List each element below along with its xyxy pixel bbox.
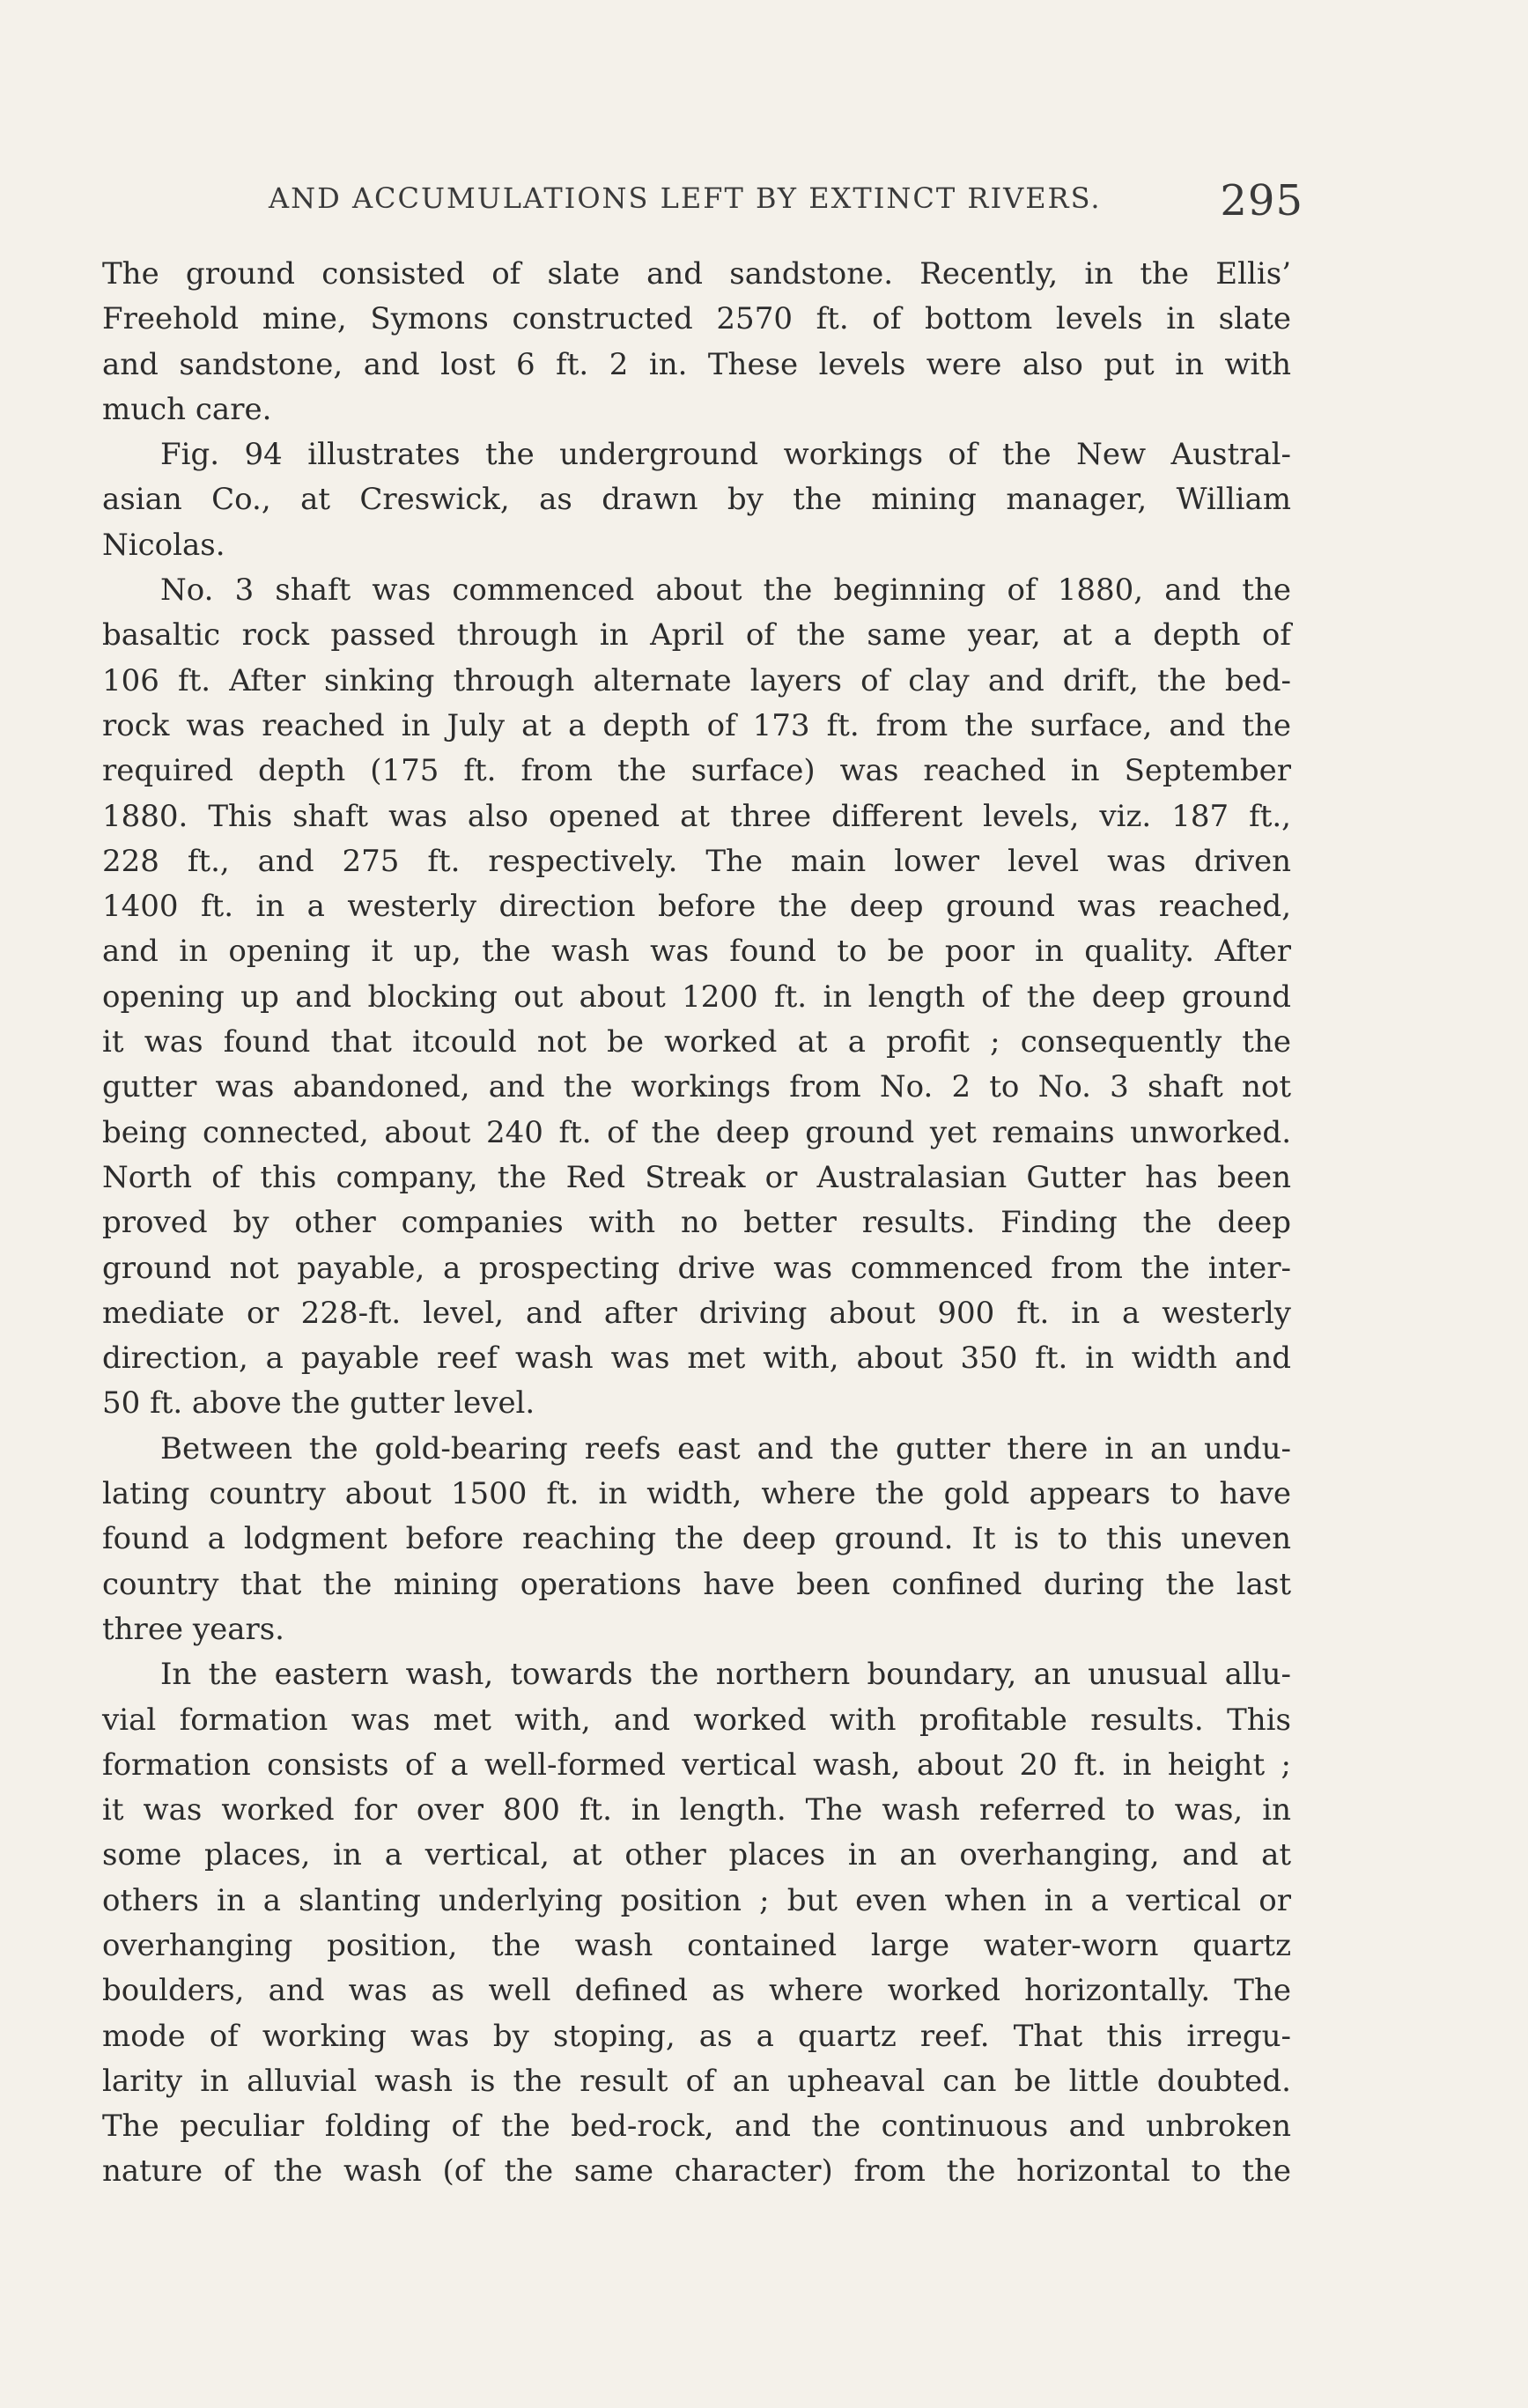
page-number: 295 [1220, 176, 1303, 225]
text-line: larity in alluvial wash is the result of an upheaval can be little doubted. [102, 2063, 1291, 2099]
text-line: country that the mining operations have been confined during the last [102, 1566, 1291, 1602]
text-line: formation consists of a well-formed vertical wash, about 20 ft. in height ; [102, 1747, 1291, 1783]
text-line: The peculiar folding of the bed-rock, and the continuous and unbroken [102, 2109, 1291, 2145]
paragraph-gold-bearing-reefs [102, 1427, 1291, 1652]
text-line: asian Co., at Creswick, as drawn by the mining manager, William [102, 482, 1291, 518]
text-line: 1880. This shaft was also opened at three different levels, viz. 187 ft., [102, 798, 1291, 834]
paragraph-fig-94 [102, 432, 1291, 568]
text-line: proved by other companies with no better results. Finding the deep [102, 1205, 1291, 1241]
text-line: overhanging position, the wash contained large water-worn quartz [102, 1927, 1291, 1963]
text-line: ground not payable, a prospecting drive was commenced from the inter- [102, 1250, 1291, 1286]
text-line: nature of the wash (of the same character) from the horizontal to the [102, 2153, 1291, 2190]
text-line: others in a slanting underlying position ; but even when in a vertical or [102, 1882, 1291, 1918]
text-line: opening up and blocking out about 1200 ft. in length of the deep ground [102, 979, 1291, 1015]
text-line: North of this company, the Red Streak or Australasian Gutter has been [102, 1159, 1291, 1195]
text-line: and in opening it up, the wash was found to be poor in quality. After [102, 934, 1291, 970]
body-text [102, 252, 1291, 2195]
text-line: gutter was abandoned, and the workings from No. 2 to No. 3 shaft not [102, 1069, 1291, 1105]
running-header [269, 176, 1303, 229]
text-line: Fig. 94 illustrates the underground workings of the New Austral- [160, 437, 1291, 473]
text-line: direction, a payable reef wash was met with, about 350 ft. in width and [102, 1341, 1291, 1377]
text-line: it was worked for over 800 ft. in length. The wash referred to was, in [102, 1792, 1291, 1828]
text-line: much care. [102, 391, 272, 427]
text-line: No. 3 shaft was commenced about the beginning of 1880, and the [160, 572, 1291, 609]
text-line: three years. [102, 1611, 284, 1647]
text-line: In the eastern wash, towards the northern boundary, an unusual allu- [160, 1657, 1291, 1693]
paragraph-no-3-shaft [102, 568, 1291, 1427]
text-line: some places, in a vertical, at other places in an overhanging, and at [102, 1837, 1291, 1873]
text-line: mode of working was by stoping, as a quartz reef. That this irregu- [102, 2018, 1291, 2054]
running-title: AND ACCUMULATIONS LEFT BY EXTINCT RIVERS. [269, 181, 1102, 215]
text-line: 228 ft., and 275 ft. respectively. The main lower level was driven [102, 843, 1291, 879]
text-line: 106 ft. After sinking through alternate layers of clay and drift, the bed- [102, 662, 1291, 698]
text-line: and sandstone, and lost 6 ft. 2 in. These levels were also put in with [102, 346, 1291, 382]
text-line: boulders, and was as well defined as where worked horizontally. The [102, 1973, 1291, 2009]
text-line: vial formation was met with, and worked with profitable results. This [102, 1702, 1291, 1738]
text-line: Freehold mine, Symons constructed 2570 ft. of bottom levels in slate [102, 301, 1291, 337]
text-line: required depth (175 ft. from the surface) was reached in September [102, 753, 1291, 789]
text-line: 1400 ft. in a westerly direction before the deep ground was reached, [102, 889, 1291, 925]
text-line: found a lodgment before reaching the deep ground. It is to this uneven [102, 1521, 1291, 1557]
paragraph-ground-consisted [102, 252, 1291, 432]
text-line: The ground consisted of slate and sandstone. Recently, in the Ellis’ [102, 256, 1291, 292]
text-line: Nicolas. [102, 527, 225, 563]
text-line: Between the gold-bearing reefs east and the gutter there in an undu- [160, 1430, 1291, 1466]
paragraph-eastern-wash [102, 1652, 1291, 2195]
text-line: lating country about 1500 ft. in width, where the gold appears to have [102, 1476, 1291, 1512]
text-line: being connected, about 240 ft. of the deep ground yet remains unworked. [102, 1114, 1291, 1150]
text-line: rock was reached in July at a depth of 173 ft. from the surface, and the [102, 707, 1291, 743]
text-line: basaltic rock passed through in April of the same year, at a depth of [102, 617, 1291, 654]
text-line: 50 ft. above the gutter level. [102, 1385, 535, 1422]
text-line: mediate or 228-ft. level, and after driving about 900 ft. in a westerly [102, 1295, 1291, 1331]
text-line: it was found that itcould not be worked at a profit ; consequently the [102, 1024, 1291, 1060]
